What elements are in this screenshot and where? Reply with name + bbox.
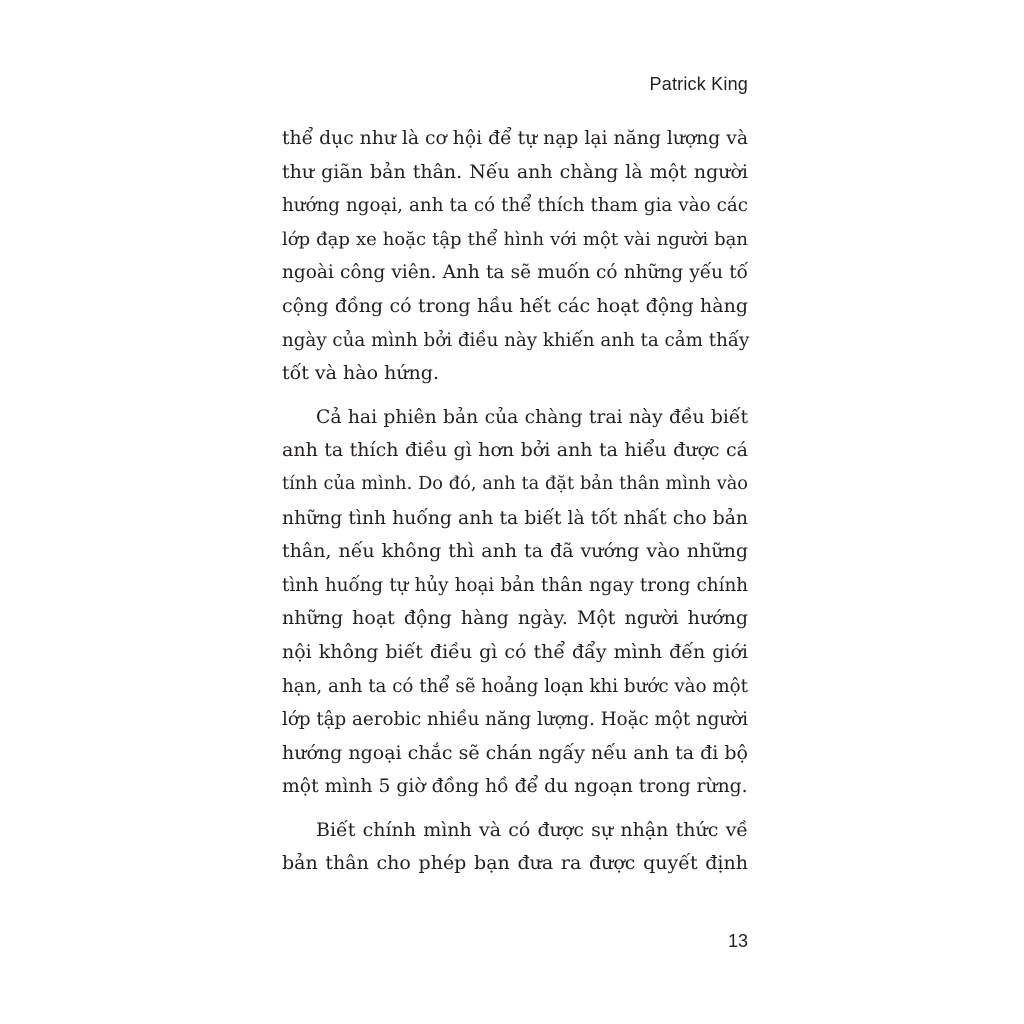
paragraph-3 bbox=[282, 814, 748, 881]
text-line: tính của mình. Do đó, anh ta đặt bản thân mình vào bbox=[282, 473, 748, 494]
text-line: một mình 5 giờ đồng hồ để du ngoạn trong rừng. bbox=[282, 776, 748, 798]
text-line: cộng đồng có trong hầu hết các hoạt động hàng bbox=[282, 294, 748, 317]
text-line: tình huống tự hủy hoại bản thân ngay trong chính bbox=[282, 574, 748, 596]
paragraph-1 bbox=[282, 122, 748, 391]
text-line: thân, nếu không thì anh ta đã vướng vào những bbox=[282, 540, 748, 563]
text-line: bản thân cho phép bạn đưa ra được quyết định bbox=[282, 852, 748, 875]
text-line: anh ta thích điều gì hơn bởi anh ta hiểu được cá bbox=[282, 439, 748, 462]
text-line: hướng ngoại, anh ta có thể thích tham gia vào các bbox=[282, 195, 748, 217]
text-line: Cả hai phiên bản của chàng trai này đều biết bbox=[316, 406, 748, 428]
text-line: lớp tập aerobic nhiều năng lượng. Hoặc một người bbox=[282, 709, 748, 731]
text-line: những tình huống anh ta biết là tốt nhất cho bản bbox=[282, 507, 748, 529]
text-line: thể dục như là cơ hội để tự nạp lại năng lượng và bbox=[282, 128, 748, 149]
text-line: hạn, anh ta có thể sẽ hoảng loạn khi bước vào một bbox=[282, 675, 748, 697]
text-line: hướng ngoại chắc sẽ chán ngấy nếu anh ta đi bộ bbox=[282, 741, 748, 764]
text-line: ngày của mình bởi điều này khiến anh ta cảm thấy bbox=[282, 329, 750, 351]
text-line: tốt và hào hứng. bbox=[282, 362, 439, 385]
page-body bbox=[282, 122, 748, 881]
running-header-author: Patrick King bbox=[649, 74, 748, 94]
text-line: nội không biết điều gì có thể đẩy mình đến giới bbox=[282, 640, 748, 663]
text-line: ngoài công viên. Anh ta sẽ muốn có những yếu tố bbox=[282, 262, 748, 284]
page-number: 13 bbox=[727, 931, 748, 951]
text-line: Biết chính mình và có được sự nhận thức về bbox=[316, 818, 748, 841]
text-line: lớp đạp xe hoặc tập thể hình với một vài người bạn bbox=[282, 228, 748, 250]
text-line: thư giãn bản thân. Nếu anh chàng là một người bbox=[282, 160, 748, 183]
paragraph-2 bbox=[282, 401, 748, 804]
text-line: những hoạt động hàng ngày. Một người hướng bbox=[282, 607, 748, 630]
